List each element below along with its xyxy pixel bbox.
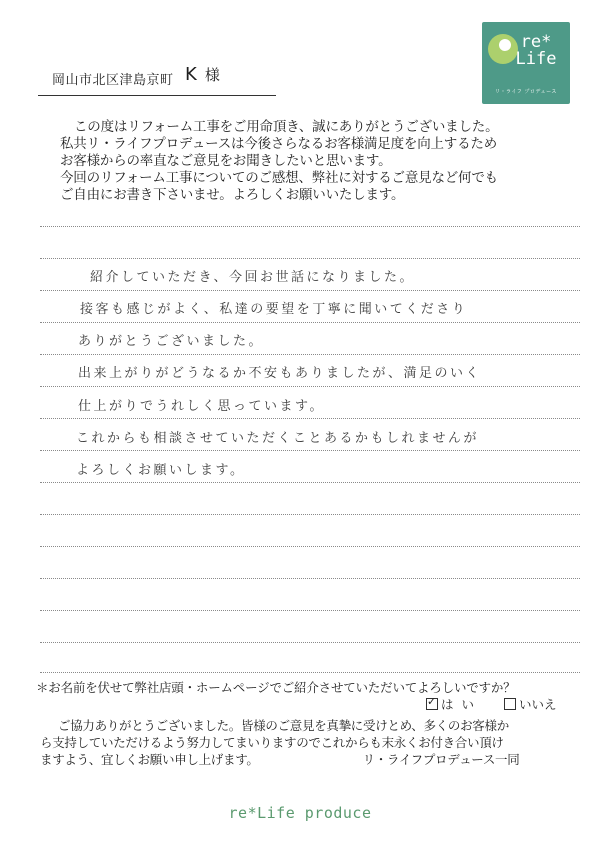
intro-paragraph bbox=[60, 119, 580, 204]
ruled-line bbox=[40, 418, 580, 419]
handwritten-line: これからも相談させていただくことあるかもしれませんが bbox=[76, 431, 480, 446]
customer-address: 岡山市北区津島京町 bbox=[52, 73, 174, 88]
logo-tagline: リ・ライフ プロデュース bbox=[495, 89, 557, 95]
intro-line: この度はリフォーム工事をご用命頂き、誠にありがとうございました。 bbox=[74, 119, 499, 135]
ruled-line bbox=[40, 514, 580, 515]
ruled-line bbox=[40, 642, 580, 643]
handwritten-line: 接客も感じがよく、私達の要望を丁寧に聞いてくださり bbox=[80, 302, 468, 317]
handwritten-line: 紹介していただき、今回お世話になりました。 bbox=[90, 270, 415, 285]
intro-line: お客様からの率直なご意見をお聞きしたいと思います。 bbox=[60, 153, 392, 169]
ruled-line bbox=[40, 578, 580, 579]
logo-brand-line2: Life bbox=[515, 49, 557, 69]
intro-line: ご自由にお書き下さいませ。よろしくお願いいたします。 bbox=[60, 187, 405, 203]
handwritten-line: 仕上がりでうれしく思っています。 bbox=[78, 399, 325, 414]
ruled-line bbox=[40, 226, 580, 227]
ruled-line bbox=[40, 546, 580, 547]
consent-question: ＊お名前を伏せて弊社店頭・ホームページでご紹介させていただいてよろしいですか？ bbox=[36, 680, 516, 695]
ruled-line bbox=[40, 354, 580, 355]
intro-line: 私共リ・ライフプロデュースは今後さらなるお客様満足度を向上するため bbox=[60, 136, 498, 152]
customer-initial: K bbox=[185, 64, 197, 85]
signoff: リ・ライフプロデュース一同 bbox=[362, 752, 520, 767]
ruled-line bbox=[40, 610, 580, 611]
consent-no-option[interactable] bbox=[504, 697, 557, 712]
ruled-line bbox=[40, 672, 580, 673]
closing-line: ますよう、宜しくお願い申し上げます。 bbox=[40, 752, 259, 767]
closing-paragraph bbox=[40, 717, 580, 768]
ruled-line bbox=[40, 290, 580, 291]
ruled-line bbox=[40, 386, 580, 387]
relife-logo bbox=[482, 22, 570, 104]
ruled-line bbox=[40, 482, 580, 483]
intro-line: 今回のリフォーム工事についてのご感想、弊社に対するご意見など何でも bbox=[60, 170, 498, 186]
consent-no-label: いいえ bbox=[519, 697, 557, 712]
handwritten-line: よろしくお願いします。 bbox=[76, 463, 246, 478]
logo-brand-line1: re* bbox=[520, 32, 552, 52]
consent-yes-checkbox[interactable] bbox=[426, 698, 438, 710]
consent-no-checkbox[interactable] bbox=[504, 698, 516, 710]
name-underline bbox=[38, 95, 276, 96]
consent-yes-label: はい bbox=[441, 697, 483, 712]
customer-name bbox=[185, 64, 220, 85]
closing-line: ら支持していただけるよう努力してまいりますのでこれからも末永くお付き合い頂け bbox=[40, 735, 504, 750]
consent-options bbox=[426, 695, 575, 713]
handwritten-line: 出来上がりがどうなるか不安もありましたが、満足のいく bbox=[78, 366, 482, 381]
consent-yes-option[interactable] bbox=[426, 697, 482, 712]
closing-line-last bbox=[40, 751, 580, 768]
ruled-line bbox=[40, 258, 580, 259]
logo-brand bbox=[506, 34, 566, 68]
handwritten-line: ありがとうございました。 bbox=[78, 334, 265, 349]
footer-brand: re*Life produce bbox=[228, 804, 372, 822]
ruled-line bbox=[40, 322, 580, 323]
honorific: 様 bbox=[204, 66, 220, 84]
closing-line: ご協力ありがとうございました。皆様のご意見を真摯に受けとめ、多くのお客様か bbox=[58, 718, 509, 733]
ruled-line bbox=[40, 450, 580, 451]
